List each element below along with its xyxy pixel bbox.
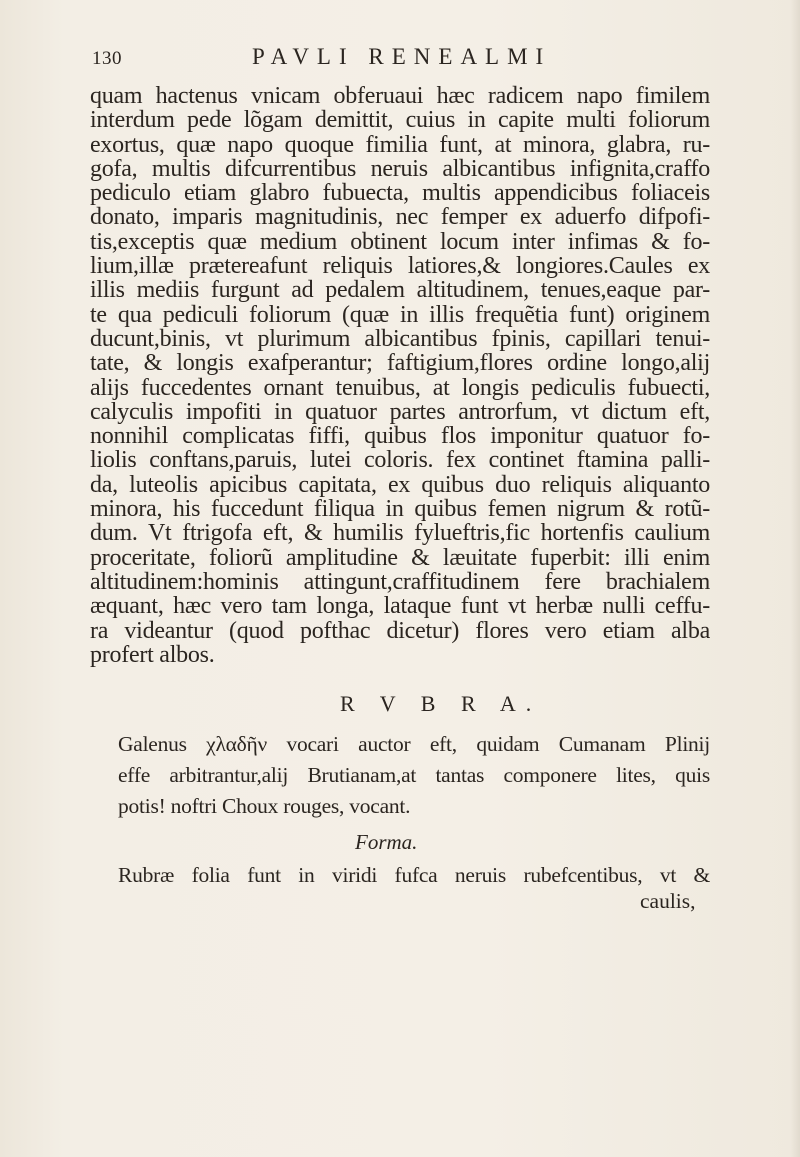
- text-line: donato, imparis magnitudinis, nec femper ex aduerfo difpofi-: [90, 204, 710, 231]
- text-line: effe arbitrantur,alij Brutianam,at tantas componere lites, quis: [118, 763, 710, 787]
- running-head: [92, 44, 702, 84]
- running-title: PAVLI RENEALMI: [252, 44, 552, 69]
- text-line: calyculis impofiti in quatuor partes antrorfum, vt dictum eft,: [90, 398, 710, 425]
- text-line: illis mediis furgunt ad pedalem altitudinem, tenues,eaque par-: [90, 277, 710, 304]
- page-number: 130: [92, 48, 122, 69]
- text-line: alijs fuccedentes ornant tenuibus, at longis pediculis fubuecti,: [90, 374, 710, 401]
- text-line: minora, his fuccedunt filiqua in quibus femen nigrum & rotũ-: [90, 496, 710, 523]
- section-heading-rubra: R V B R A.: [340, 691, 542, 716]
- text-line: pediculo etiam glabro fubuecta, multis appendicibus foliaceis: [90, 180, 710, 207]
- text-line: proceritate, foliorũ amplitudine & læuitate fuperbit: illi enim: [90, 544, 710, 571]
- text-line: Rubræ folia funt in viridi fufca neruis rubefcentibus, vt &: [118, 863, 710, 887]
- text-line: te qua pediculi foliorum (quæ in illis frequẽtia funt) originem: [90, 301, 710, 328]
- text-line: gofa, multis difcurrentibus neruis albicantibus infignita,craffo: [90, 155, 710, 182]
- text-line: profert albos.: [90, 641, 215, 668]
- text-line: altitudinem:hominis attingunt,craffitudinem fere brachialem: [90, 568, 710, 595]
- text-line: nonnihil complicatas fiffi, quibus flos imponitur quatuor fo-: [90, 423, 710, 450]
- text-line: tate, & longis exafperantur; faftigium,flores ordine longo,alij: [90, 350, 710, 377]
- text-line: æquant, hæc vero tam longa, lataque funt vt herbæ nulli ceffu-: [90, 593, 710, 620]
- page-edge-shadow: [790, 0, 800, 1157]
- rubra-paragraph: [118, 729, 710, 822]
- text-line: quam hactenus vnicam obferuaui hæc radicem napo fimilem: [90, 83, 710, 109]
- main-paragraph: [90, 84, 710, 667]
- text-line: ra videantur (quod pofthac dicetur) flores vero etiam alba: [90, 617, 710, 644]
- text-line: interdum pede lõgam demittit, cuius in capite multi foliorum: [90, 107, 710, 134]
- text-line: Galenus χλαδῆν vocari auctor eft, quidam Cumanam Plinij: [118, 732, 710, 756]
- text-line: ducunt,binis, vt plurimum albicantibus fpinis, capillari tenui-: [90, 325, 710, 352]
- text-line: liolis conftans,paruis, lutei coloris. fex continet ftamina palli-: [90, 447, 710, 474]
- text-line: lium,illæ prætereafunt reliquis latiores,& longiores.Caules ex: [90, 253, 710, 280]
- text-line: dum. Vt ftrigofa eft, & humilis fylueftris,fic hortenfis caulium: [90, 520, 710, 547]
- text-line: da, luteolis apicibus capitata, ex quibus duo reliquis aliquanto: [90, 471, 710, 498]
- text-line: potis! noftri Choux rouges, vocant.: [118, 794, 411, 818]
- catchword: caulis,: [640, 889, 696, 913]
- subsection-heading-forma: Forma.: [355, 830, 418, 854]
- text-line: tis,exceptis quæ medium obtinent locum inter infimas & fo-: [90, 228, 710, 255]
- text-line: exortus, quæ napo quoque fimilia funt, at minora, glabra, ru-: [90, 131, 710, 158]
- forma-paragraph: [118, 860, 710, 890]
